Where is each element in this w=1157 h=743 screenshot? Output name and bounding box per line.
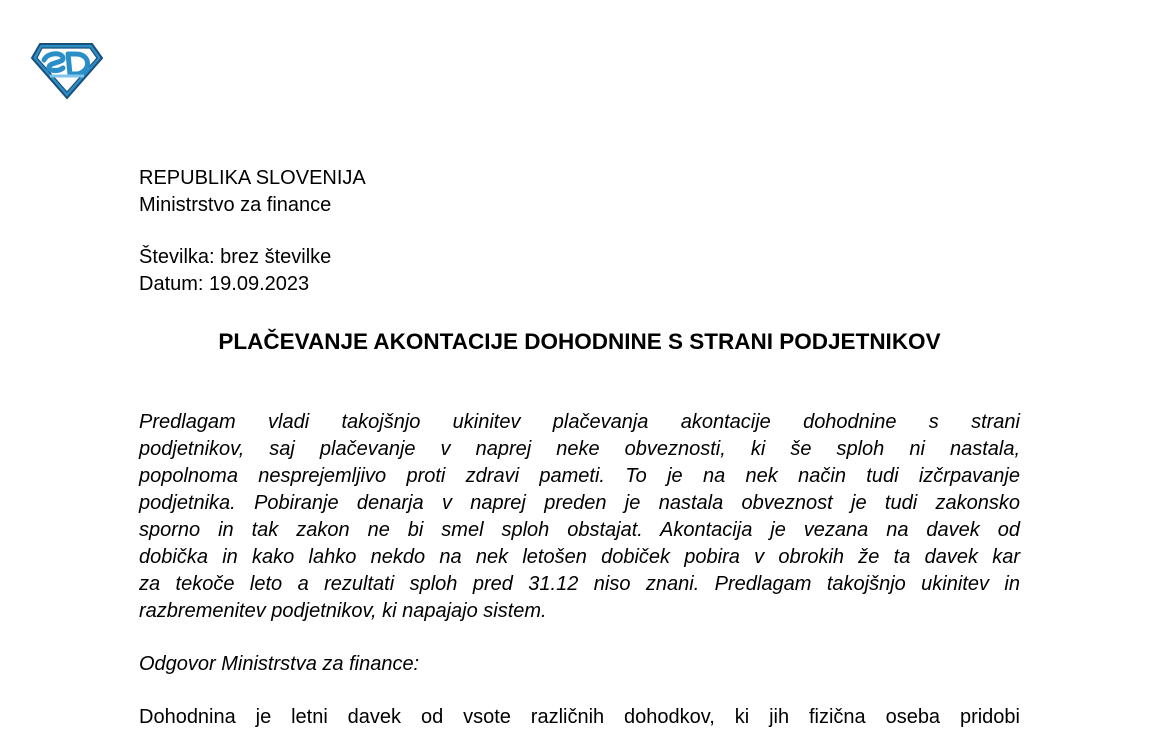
- proposal-line: podjetnika. Pobiranje denarja v naprej preden je nastala obveznost je tudi zakonsko: [139, 492, 1020, 514]
- country-name: REPUBLIKA SLOVENIJA: [139, 167, 366, 189]
- document-date: Datum: 19.09.2023: [139, 273, 310, 295]
- proposal-line: popolnoma nesprejemljivo proti zdravi pameti. To je na nek način tudi izčrpavanje: [139, 465, 1020, 487]
- document-title: PLAČEVANJE AKONTACIJE DOHODNINE S STRANI PODJETNIKOV: [218, 329, 941, 354]
- document-meta: [139, 244, 331, 298]
- proposal-line: za tekoče leto a rezultati sploh pred 31.12 niso znani. Predlagam takojšnjo ukinitev in: [139, 573, 1020, 595]
- proposal-line: Predlagam vladi takojšnjo ukinitev plačevanja akontacije dohodnine s strani: [139, 411, 1020, 433]
- proposal-line: dobička in kako lahko nekdo na nek letošen dobiček pobira v obrokih že ta davek kar: [139, 546, 1020, 568]
- ministry-shield-logo-icon: [30, 40, 104, 100]
- answer-paragraph: [139, 704, 1020, 731]
- answer-heading: Odgovor Ministrstva za finance:: [139, 653, 420, 675]
- issuer-block: [139, 165, 366, 219]
- proposal-line: razbremenitev podjetnikov, ki napajajo sistem.: [139, 600, 547, 622]
- proposal-line: podjetnikov, saj plačevanje v naprej neke obveznosti, ki še sploh ni nastala,: [139, 438, 1020, 460]
- proposal-line: sporno in tak zakon ne bi smel sploh obstajat. Akontacija je vezana na davek od: [139, 519, 1020, 541]
- document-number: Številka: brez številke: [139, 246, 332, 268]
- answer-line: Dohodnina je letni davek od vsote različnih dohodkov, ki jih fizična oseba pridobi: [139, 706, 1020, 728]
- ministry-name: Ministrstvo za finance: [139, 194, 332, 216]
- proposal-paragraph: [139, 409, 1020, 625]
